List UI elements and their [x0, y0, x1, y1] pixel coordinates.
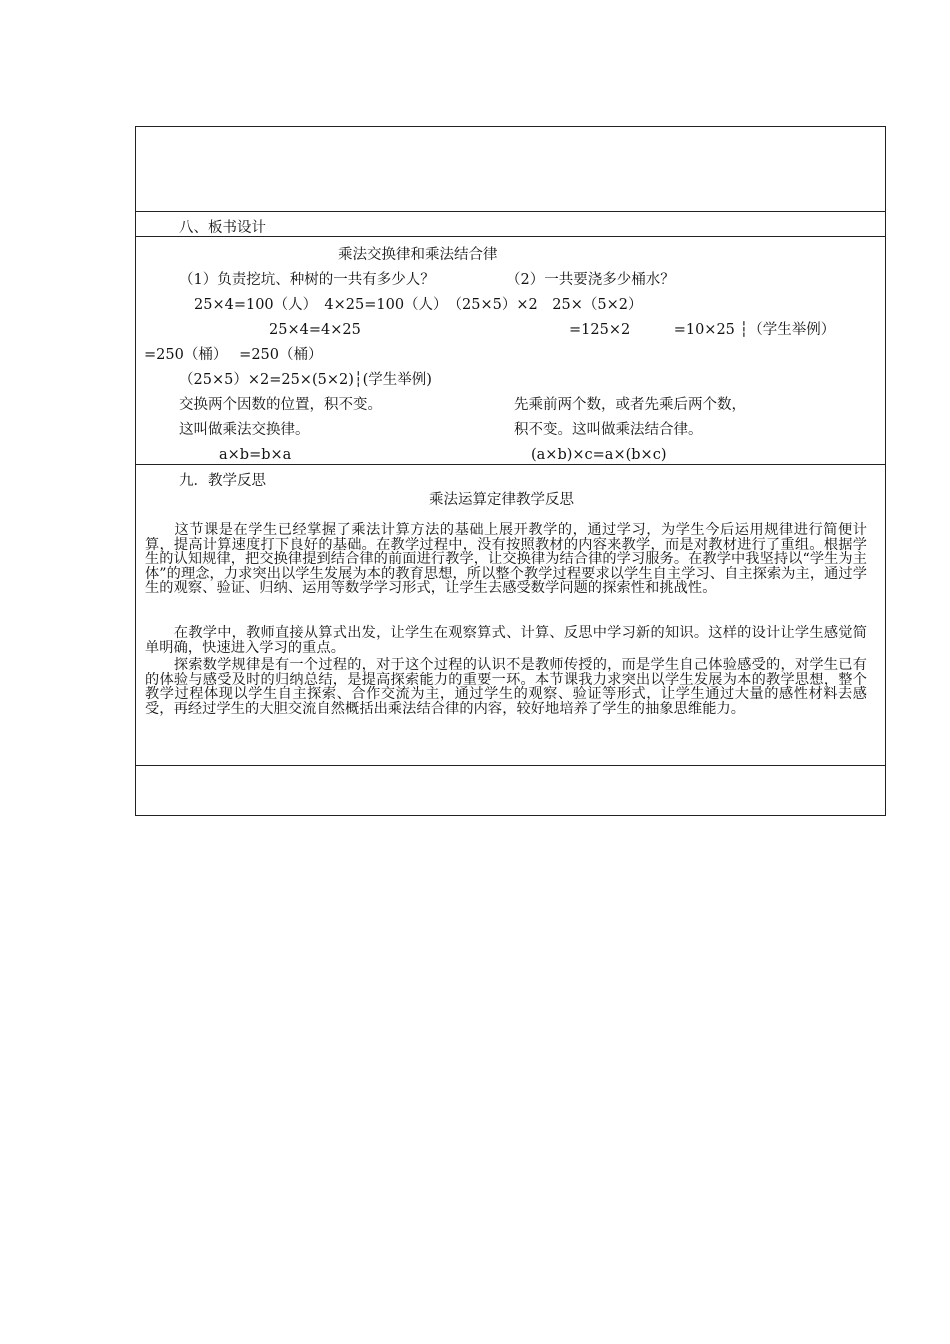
associative-rule-2: 积不变。这叫做乘法结合律。 [514, 422, 703, 438]
row-divider [136, 765, 885, 766]
commutative-rule-2: 这叫做乘法交换律。 [179, 422, 310, 438]
reflection-paragraph-3: 探索数学规律是有一个过程的，对于这个过程的认识不是教师传授的，而是学生自己体验感受的，对学生已有的体验与感受及时的归纳总结，是提高探索能力的重要一环。本节课我力求突出以学生发展为本的教学思想，整个教学过程体现以学生自主探索、合作交流为主，通过学生的观察、验证等形式，让学生通过大量的感性材料去感受，再经过学生的大胆交流自然概括出乘法结合律的内容，较好地培养了学生的抽象思维能力。 [145, 657, 867, 717]
row-divider [136, 211, 885, 212]
reflection-title: 乘法运算定律教学反思 [429, 492, 574, 508]
board-title: 乘法交换律和乘法结合律 [338, 247, 498, 263]
equation-line-1: 25×4=100（人） 4×25=100（人） （25×5）×2 25×（5×2） [194, 297, 643, 313]
reflection-paragraph-1: 这节课是在学生已经掌握了乘法计算方法的基础上展开教学的，通过学习，为学生今后运用规律进行简便计算，提高计算速度打下良好的基础。在教学过程中，没有按照教材的内容来教学，而是对教材进行了重组。根据学生的认知规律，把交换律提到结合律的前面进行教学，让交换律为结合律的学习服务。在教学中我坚持以“学生为主体”的理念，力求突出以学生发展为本的教育思想，所以整个教学过程要求以学生自主学习、自主探索为主，通过学生的观察、验证、归纳、运用等数学学习形式，让学生去感受数学问题的探索性和挑战性。 [145, 522, 867, 597]
associative-formula: (a×b)×c=a×(b×c) [531, 447, 667, 463]
commutative-formula: a×b=b×a [219, 447, 292, 463]
equation-line-3: =250（桶） =250（桶） [144, 347, 323, 363]
question-1: （1）负责挖坑、种树的一共有多少人？ [179, 272, 435, 288]
row-divider [136, 464, 885, 465]
equation-line-2a: 25×4=4×25 [269, 322, 361, 338]
section-8-heading: 八、板书设计 [179, 220, 266, 236]
reflection-paragraph-2: 在教学中，教师直接从算式出发，让学生在观察算式、计算、反思中学习新的知识。这样的设计让学生感觉简单明确，快速进入学习的重点。 [145, 625, 867, 656]
equation-line-2b: =125×2 =10×25 ┆（学生举例） [569, 322, 836, 338]
question-2: （2）一共要浇多少桶水？ [506, 272, 675, 288]
equation-line-4: （25×5）×2=25×(5×2)┆(学生举例) [179, 372, 432, 388]
lesson-table [135, 126, 886, 816]
associative-rule-1: 先乘前两个数，或者先乘后两个数， [514, 397, 746, 413]
section-9-heading: 九．教学反思 [179, 473, 266, 489]
commutative-rule-1: 交换两个因数的位置，积不变。 [179, 397, 382, 413]
